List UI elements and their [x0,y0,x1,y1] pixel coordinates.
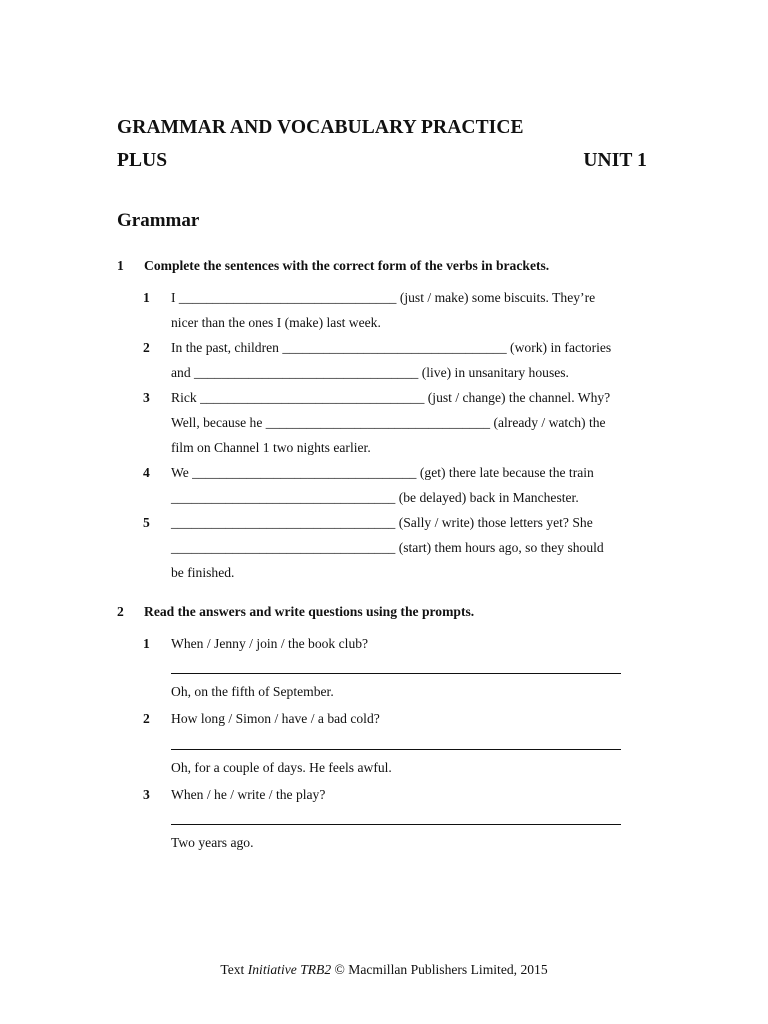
item-answer: Oh, for a couple of days. He feels awful. [171,760,392,775]
item-prompt: When / Jenny / join / the book club? [171,636,369,651]
section-heading: Grammar [117,210,200,231]
item-prompt: When / he / write / the play? [171,787,326,802]
exercise-number: 2 [117,604,124,619]
exercise-2-item [143,631,653,656]
item-line: nicer than the ones I (make) last week. [171,315,381,330]
item-number: 1 [143,636,150,651]
item-number: 3 [143,787,150,802]
footer-prefix: Text [220,962,248,977]
answer-line[interactable] [171,824,621,825]
exercise-1-heading [117,258,549,274]
item-line: Rick _________________________________ (just / change) the channel. Why? [171,390,611,405]
answer-line[interactable] [171,673,621,674]
footer-title: Initiative TRB2 [247,962,332,977]
item-line: I ________________________________ (just / make) some biscuits. They’re [171,290,596,305]
item-line: film on Channel 1 two nights earlier. [171,440,371,455]
unit-label: UNIT 1 [583,150,647,171]
item-number: 2 [143,711,150,726]
item-number: 4 [143,465,150,480]
exercise-instruction: Read the answers and write questions using the prompts. [144,604,475,619]
item-line: _________________________________ (be delayed) back in Manchester. [171,490,579,505]
item-line: _________________________________ (Sally / write) those letters yet? She [171,515,593,530]
subtitle-plus: PLUS [117,150,168,171]
exercise-2-item [143,706,653,731]
exercise-2-item [143,782,653,807]
item-number: 5 [143,515,150,530]
item-line: and _________________________________ (live) in unsanitary houses. [171,365,569,380]
exercise-1-item [143,385,653,460]
item-line: be finished. [171,565,235,580]
item-answer: Two years ago. [171,835,254,850]
item-line: We _________________________________ (get) there late because the train [171,465,594,480]
subtitle-row [117,150,647,172]
item-number: 2 [143,340,150,355]
exercise-1-item [143,335,653,385]
answer-line[interactable] [171,749,621,750]
footer-suffix: © Macmillan Publishers Limited, 2015 [331,962,548,977]
exercise-1-item [143,285,653,335]
item-line: In the past, children _________________________________ (work) in factories [171,340,612,355]
exercise-instruction: Complete the sentences with the correct form of the verbs in brackets. [144,258,550,273]
item-answer: Oh, on the fifth of September. [171,684,334,699]
exercise-1-item [143,510,653,585]
exercise-2-heading [117,604,474,620]
copyright-footer [0,962,768,978]
exercise-1-item [143,460,653,510]
item-prompt: How long / Simon / have / a bad cold? [171,711,380,726]
exercise-number: 1 [117,258,124,273]
item-number: 1 [143,290,150,305]
item-number: 3 [143,390,150,405]
item-line: _________________________________ (start) them hours ago, so they should [171,540,604,555]
item-line: Well, because he _________________________________ (already / watch) the [171,415,606,430]
worksheet-title: GRAMMAR AND VOCABULARY PRACTICE [117,117,524,138]
